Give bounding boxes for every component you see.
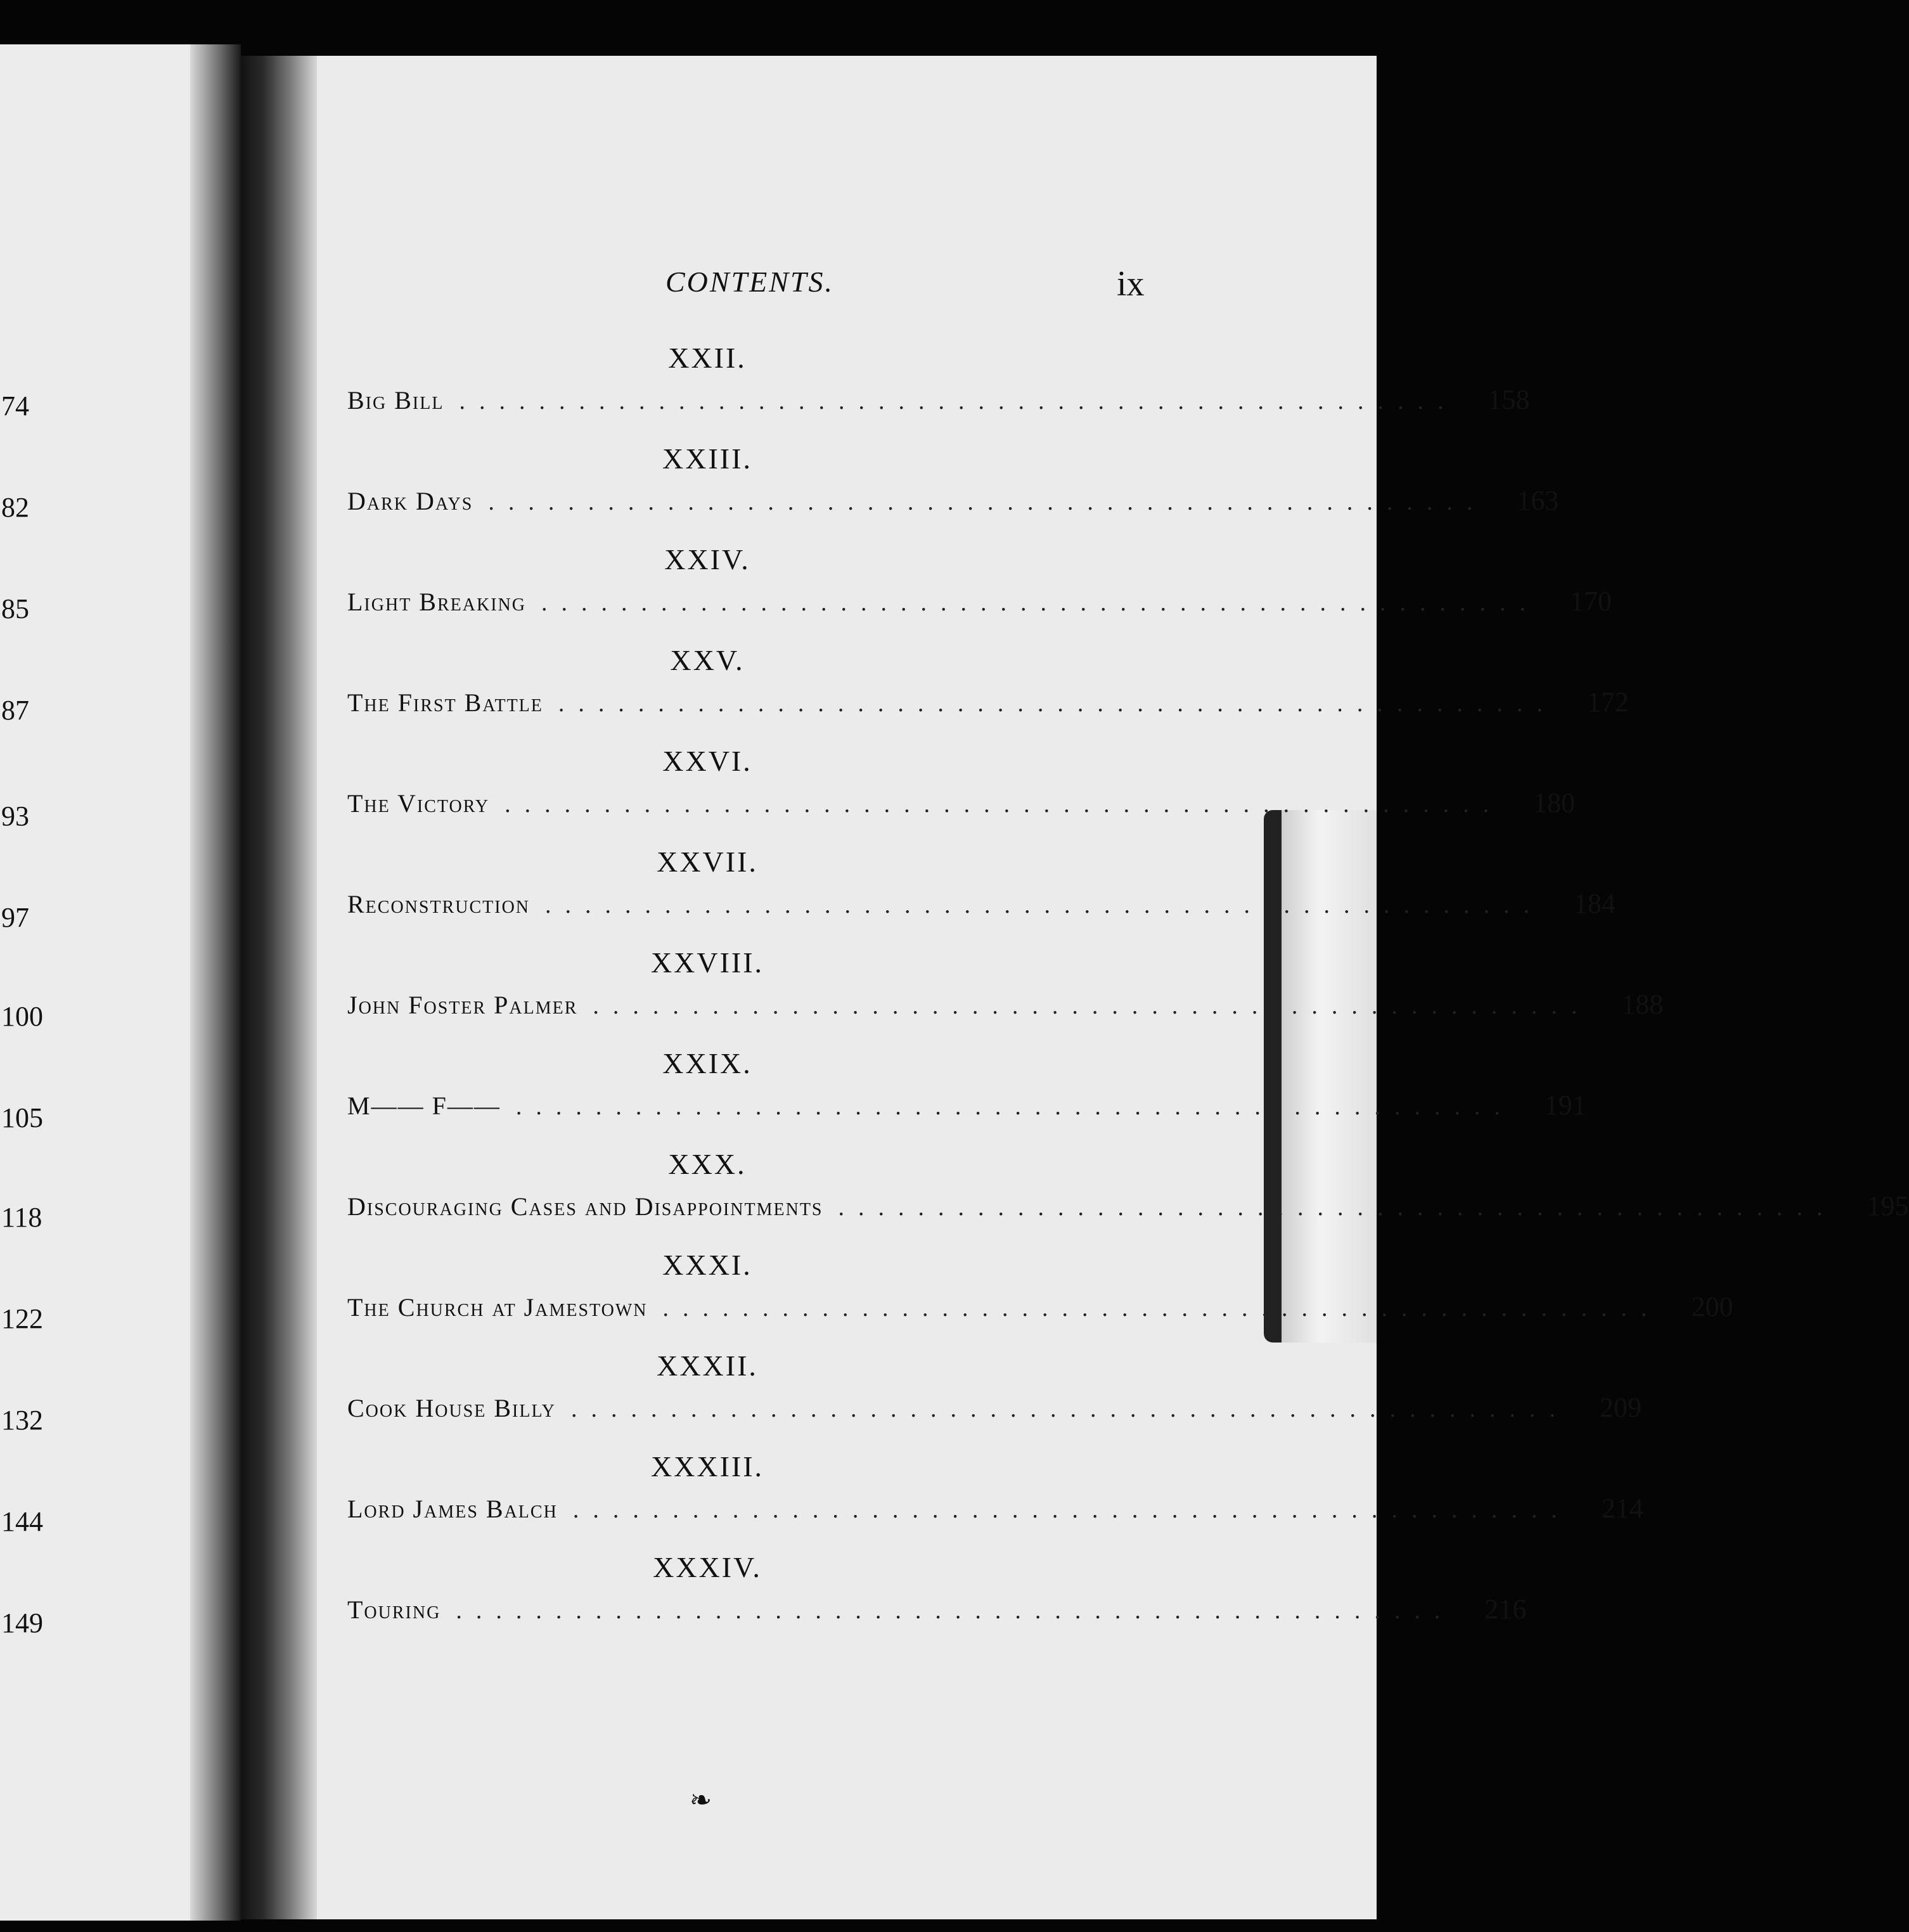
toc-entry-title: Big Bill: [347, 386, 444, 415]
chapter-numeral: XXX.: [668, 1148, 747, 1180]
left-page-number: 118: [1, 1202, 42, 1233]
ornament-icon: ❧: [690, 1786, 712, 1815]
toc-entry-title: The First Battle: [347, 688, 543, 717]
dot-leader: ..................................................: [459, 388, 1458, 415]
left-page-number: 85: [1, 593, 29, 624]
toc-entry-page: 195: [1867, 1190, 1909, 1221]
toc-entry-page: 170: [1569, 586, 1612, 617]
dot-leader: ..................................................: [838, 1194, 1837, 1221]
toc-entry-title: The Victory: [347, 789, 490, 818]
toc-entry-title: The Church at Jamestown: [347, 1293, 648, 1322]
left-page-number: 82: [1, 492, 29, 523]
dot-leader: ..................................................: [505, 791, 1503, 818]
left-page: [0, 44, 203, 1921]
dot-leader: ..................................................: [545, 892, 1544, 918]
chapter-numeral: XXXI.: [662, 1249, 752, 1281]
chapter-numeral: XXVIII.: [650, 946, 764, 979]
toc-entry[interactable]: [347, 383, 1530, 422]
running-header-page-number: ix: [1117, 264, 1145, 304]
left-page-number: 144: [1, 1506, 43, 1537]
chapter-numeral: XXIV.: [664, 543, 750, 576]
toc-entry[interactable]: [347, 1089, 1586, 1127]
chapter-numeral: XXII.: [668, 342, 747, 374]
toc-entry-page: 216: [1484, 1594, 1527, 1625]
dot-leader: ..................................................: [662, 1295, 1661, 1322]
chapter-numeral: XXIII.: [662, 442, 752, 475]
left-page-number: 74: [1, 390, 29, 422]
chapter-numeral: XXVI.: [662, 745, 752, 777]
toc-entry[interactable]: [347, 585, 1612, 623]
toc-entry[interactable]: [347, 988, 1664, 1026]
toc-entry-page: 191: [1544, 1090, 1586, 1121]
toc-entry-title: Touring: [347, 1595, 441, 1624]
page-gutter: [241, 56, 317, 1919]
toc-entry-title: M—— F——: [347, 1092, 501, 1120]
toc-entry[interactable]: [347, 787, 1576, 825]
toc-entry[interactable]: [347, 887, 1616, 925]
toc-entry[interactable]: [347, 1593, 1527, 1631]
toc-entry-title: Reconstruction: [347, 890, 530, 918]
toc-entry-page: 200: [1691, 1291, 1733, 1322]
left-page-number: 149: [1, 1607, 43, 1639]
toc-entry-page: 172: [1586, 686, 1629, 718]
left-page-number: 105: [1, 1102, 43, 1133]
dot-leader: ..................................................: [456, 1597, 1455, 1624]
toc-entry-page: 184: [1574, 888, 1616, 919]
left-page-number: 132: [1, 1405, 43, 1436]
chapter-numeral: XXXIII.: [650, 1450, 764, 1483]
toc-entry-title: Lord James Balch: [347, 1495, 558, 1523]
chapter-numeral: XXXIV.: [653, 1551, 762, 1583]
toc-entry-page: 188: [1621, 989, 1664, 1020]
toc-entry[interactable]: [347, 1391, 1642, 1429]
toc-entry[interactable]: [347, 1492, 1643, 1530]
left-page-number: 122: [1, 1303, 43, 1334]
dot-leader: ..................................................: [593, 993, 1591, 1019]
toc-entry-page: 163: [1517, 485, 1559, 516]
toc-entry-title: Discouraging Cases and Disappointments: [347, 1192, 823, 1221]
left-page-number: 97: [1, 902, 29, 933]
toc-entry-title: Light Breaking: [347, 588, 526, 616]
toc-entry[interactable]: [347, 1291, 1733, 1329]
dot-leader: ..................................................: [488, 489, 1487, 515]
dot-leader: ..................................................: [572, 1497, 1571, 1523]
toc-entry-page: 158: [1488, 384, 1530, 415]
dot-leader: ..................................................: [570, 1396, 1569, 1422]
running-header-title: CONTENTS.: [665, 266, 835, 298]
book-spine-shadow: [190, 44, 241, 1921]
toc-entry[interactable]: [347, 484, 1559, 522]
chapter-numeral: XXIX.: [662, 1047, 752, 1079]
dot-leader: ..................................................: [515, 1093, 1514, 1120]
chapter-numeral: XXXII.: [657, 1349, 758, 1382]
toc-entry-title: Cook House Billy: [347, 1394, 556, 1422]
left-page-number: 100: [1, 1001, 43, 1032]
dot-leader: ..................................................: [541, 589, 1539, 616]
right-page: [241, 56, 1377, 1919]
toc-entry-page: 214: [1601, 1493, 1643, 1524]
toc-entry-page: 180: [1533, 787, 1576, 818]
toc-entry[interactable]: [347, 686, 1629, 724]
toc-entry-page: 209: [1599, 1392, 1642, 1423]
chapter-numeral: XXVII.: [657, 846, 758, 878]
dot-leader: ..................................................: [558, 690, 1557, 717]
toc-entry[interactable]: [347, 1190, 1909, 1228]
left-page-number: 87: [1, 695, 29, 726]
toc-entry-title: John Foster Palmer: [347, 991, 578, 1019]
toc-entry-title: Dark Days: [347, 487, 473, 515]
left-page-number: 93: [1, 801, 29, 832]
chapter-numeral: XXV.: [670, 644, 745, 676]
